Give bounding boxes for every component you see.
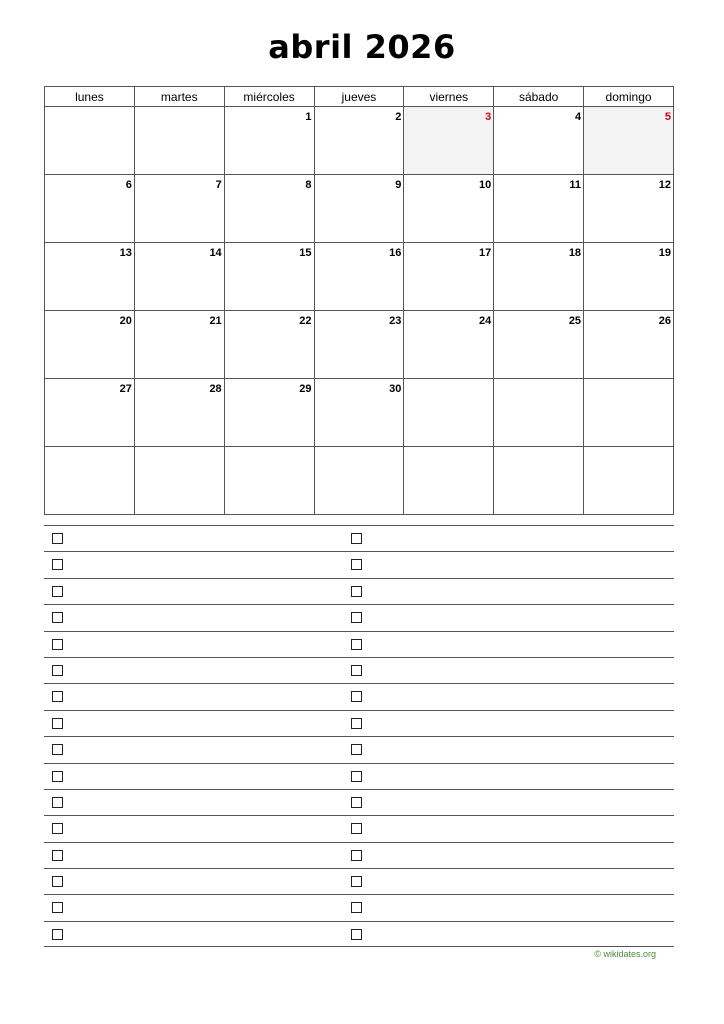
- checkbox-icon[interactable]: [52, 691, 63, 702]
- day-cell: [584, 379, 674, 447]
- weekday-header: jueves: [314, 87, 404, 107]
- day-number: 8: [305, 179, 312, 191]
- day-number: [132, 119, 134, 120]
- day-number: [132, 459, 134, 460]
- day-cell: [494, 243, 584, 311]
- day-cell: [45, 311, 135, 379]
- weekday-header: viernes: [404, 87, 494, 107]
- day-cell: [134, 175, 224, 243]
- day-cell: [494, 379, 584, 447]
- weekday-header: miércoles: [224, 87, 314, 107]
- day-cell: [45, 243, 135, 311]
- day-cell: [224, 243, 314, 311]
- todo-row: [44, 789, 674, 815]
- checkbox-icon[interactable]: [351, 665, 362, 676]
- day-cell: [314, 379, 404, 447]
- checkbox-icon[interactable]: [351, 639, 362, 650]
- todo-row: [44, 736, 674, 762]
- day-number: 20: [119, 315, 132, 327]
- day-number: 1: [305, 111, 312, 123]
- day-number: 25: [568, 315, 582, 327]
- day-cell: [45, 107, 135, 175]
- todo-row: [44, 710, 674, 736]
- day-cell: [134, 379, 224, 447]
- todo-list: [44, 525, 674, 947]
- day-cell: [584, 175, 674, 243]
- todo-row: [44, 868, 674, 894]
- day-cell: [45, 379, 135, 447]
- day-number: [671, 391, 673, 392]
- day-cell: [45, 175, 135, 243]
- day-number: [222, 119, 224, 120]
- day-cell: [224, 379, 314, 447]
- day-number: 9: [395, 179, 402, 191]
- checkbox-icon[interactable]: [52, 612, 63, 623]
- day-number: 13: [119, 247, 132, 259]
- weekday-header: lunes: [45, 87, 135, 107]
- day-number: 11: [569, 179, 582, 191]
- checkbox-icon[interactable]: [351, 823, 362, 834]
- weekday-header: martes: [134, 87, 224, 107]
- day-number: 26: [658, 315, 671, 327]
- checkbox-icon[interactable]: [351, 612, 362, 623]
- day-cell: [314, 175, 404, 243]
- day-cell: [494, 175, 584, 243]
- day-cell: [314, 243, 404, 311]
- todo-row: [44, 578, 674, 604]
- day-number: 14: [209, 247, 222, 259]
- checkbox-icon[interactable]: [52, 797, 63, 808]
- day-cell: [314, 311, 404, 379]
- checkbox-icon[interactable]: [351, 533, 362, 544]
- day-number: 22: [299, 315, 312, 327]
- day-number: 21: [209, 315, 222, 327]
- todo-row: [44, 631, 674, 657]
- day-cell: [224, 175, 314, 243]
- day-number: 24: [478, 315, 492, 327]
- calendar-body: [45, 107, 674, 515]
- day-cell: [404, 175, 494, 243]
- day-number: 16: [389, 247, 402, 259]
- todo-row: [44, 551, 674, 577]
- checkbox-icon[interactable]: [52, 639, 63, 650]
- day-number: 5: [664, 111, 671, 123]
- day-cell: [404, 107, 494, 175]
- todo-row: [44, 604, 674, 630]
- checkbox-icon[interactable]: [52, 586, 63, 597]
- checkbox-icon[interactable]: [351, 929, 362, 940]
- calendar-week-row: [45, 243, 674, 311]
- checkbox-icon[interactable]: [52, 718, 63, 729]
- todo-row: [44, 921, 674, 947]
- day-number: 12: [658, 179, 671, 191]
- checkbox-icon[interactable]: [351, 586, 362, 597]
- day-number: [312, 459, 314, 460]
- day-number: 23: [389, 315, 402, 327]
- day-number: 10: [478, 179, 492, 191]
- checkbox-icon[interactable]: [52, 929, 63, 940]
- day-number: 3: [485, 111, 492, 123]
- day-cell: [584, 311, 674, 379]
- day-number: 30: [389, 383, 402, 395]
- day-number: 6: [125, 179, 132, 191]
- day-number: [581, 391, 583, 392]
- calendar-week-row: [45, 107, 674, 175]
- day-number: 28: [209, 383, 222, 395]
- checkbox-icon[interactable]: [52, 533, 63, 544]
- weekday-header: domingo: [584, 87, 674, 107]
- day-cell: [134, 311, 224, 379]
- day-number: 4: [574, 111, 582, 123]
- todo-row: [44, 894, 674, 920]
- day-cell: [404, 379, 494, 447]
- day-number: 19: [658, 247, 671, 259]
- day-number: [491, 391, 493, 392]
- calendar-week-row: [45, 447, 674, 515]
- day-number: [671, 459, 673, 460]
- checkbox-icon[interactable]: [52, 902, 63, 913]
- checkbox-icon[interactable]: [351, 850, 362, 861]
- checkbox-icon[interactable]: [351, 771, 362, 782]
- calendar-week-row: [45, 175, 674, 243]
- day-cell: [224, 311, 314, 379]
- checkbox-icon[interactable]: [52, 771, 63, 782]
- day-cell: [224, 107, 314, 175]
- checkbox-icon[interactable]: [52, 850, 63, 861]
- day-number: 29: [299, 383, 312, 395]
- day-number: 27: [119, 383, 132, 395]
- checkbox-icon[interactable]: [52, 744, 63, 755]
- weekday-header-row: [45, 87, 674, 107]
- checkbox-icon[interactable]: [351, 691, 362, 702]
- day-number: 7: [215, 179, 222, 191]
- day-cell: [134, 107, 224, 175]
- day-cell: [314, 447, 404, 515]
- checkbox-icon[interactable]: [351, 559, 362, 570]
- day-number: [222, 459, 224, 460]
- day-cell: [494, 311, 584, 379]
- day-number: 2: [395, 111, 402, 123]
- day-cell: [584, 243, 674, 311]
- checkbox-icon[interactable]: [351, 876, 362, 887]
- day-cell: [134, 243, 224, 311]
- day-number: 17: [478, 247, 492, 259]
- checkbox-icon[interactable]: [52, 665, 63, 676]
- day-cell: [404, 447, 494, 515]
- day-cell: [494, 107, 584, 175]
- calendar-grid: [44, 86, 674, 515]
- day-number: [401, 459, 403, 460]
- calendar-week-row: [45, 379, 674, 447]
- weekday-header: sábado: [494, 87, 584, 107]
- todo-row: [44, 815, 674, 841]
- checkbox-icon[interactable]: [351, 797, 362, 808]
- checkbox-icon[interactable]: [351, 902, 362, 913]
- page-title: abril 2026: [268, 28, 456, 66]
- todo-row: [44, 657, 674, 683]
- checkbox-icon[interactable]: [52, 876, 63, 887]
- checkbox-icon[interactable]: [52, 559, 63, 570]
- day-number: [491, 459, 493, 460]
- day-cell: [314, 107, 404, 175]
- day-cell: [494, 447, 584, 515]
- day-cell: [404, 311, 494, 379]
- todo-row: [44, 842, 674, 868]
- day-cell: [584, 107, 674, 175]
- checkbox-icon[interactable]: [351, 718, 362, 729]
- day-number: [581, 459, 583, 460]
- checkbox-icon[interactable]: [351, 744, 362, 755]
- todo-row: [44, 763, 674, 789]
- day-number: 15: [299, 247, 312, 259]
- day-cell: [45, 447, 135, 515]
- calendar-week-row: [45, 311, 674, 379]
- todo-row: [44, 683, 674, 709]
- footer-credit: © wikidates.org: [594, 949, 656, 959]
- checkbox-icon[interactable]: [52, 823, 63, 834]
- day-cell: [134, 447, 224, 515]
- day-cell: [584, 447, 674, 515]
- day-cell: [224, 447, 314, 515]
- day-cell: [404, 243, 494, 311]
- day-number: 18: [568, 247, 582, 259]
- todo-row: [44, 525, 674, 551]
